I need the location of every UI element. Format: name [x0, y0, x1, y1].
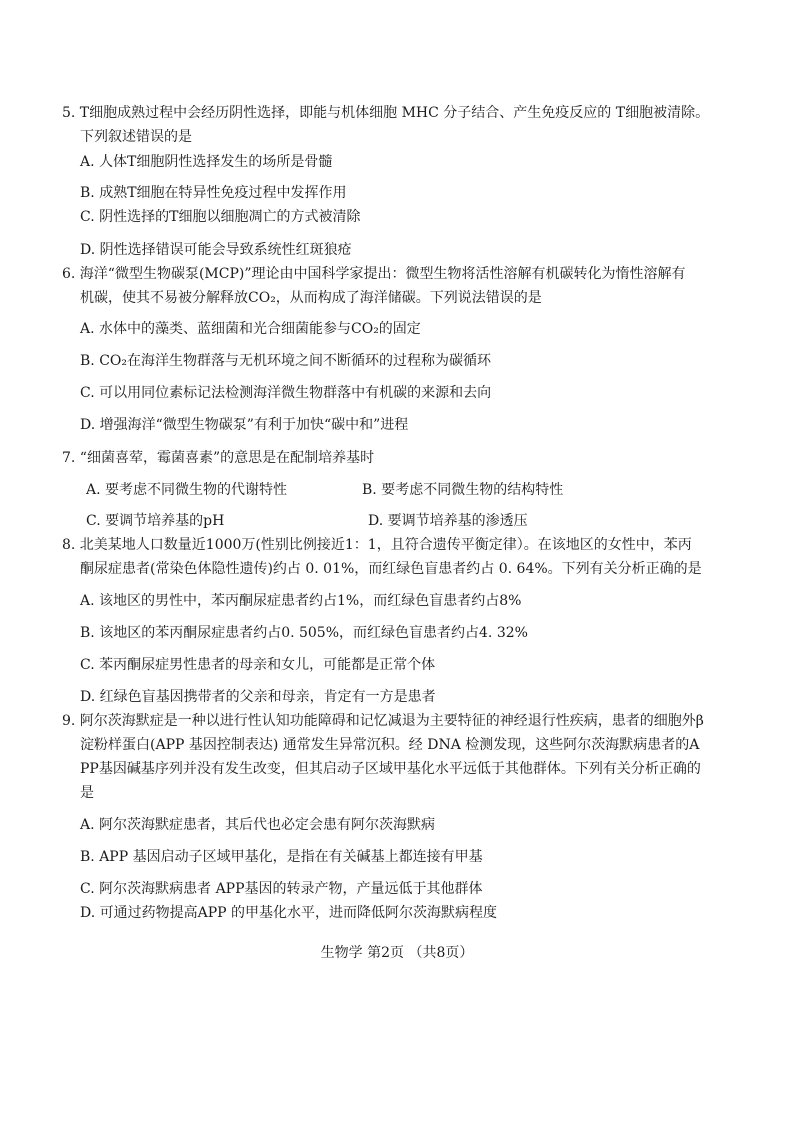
- q8-option-c: C. 苯丙酮尿症男性患者的母亲和女儿，可能都是正常个体: [80, 657, 436, 673]
- q9-option-a: A. 阿尔茨海默症患者，其后代也必定会患有阿尔茨海默病: [80, 817, 436, 833]
- q9-option-c: C. 阿尔茨海默病患者 APP基因的转录产物，产量远低于其他群体: [80, 881, 483, 897]
- q8-option-a: A. 该地区的男性中，苯丙酮尿症患者约占1%，而红绿色盲患者约占8%: [80, 593, 522, 609]
- q8-option-d: D. 红绿色盲基因携带者的父亲和母亲，肯定有一方是患者: [80, 689, 436, 705]
- q5-option-b: B. 成熟T细胞在特异性免疫过程中发挥作用: [80, 185, 347, 201]
- q7-option-c: C. 要调节培养基的pH: [86, 513, 225, 529]
- q6-option-d: D. 增强海洋“微型生物碳泵”有利于加快“碳中和”进程: [80, 417, 409, 433]
- q9-stem-line4: 是: [80, 785, 94, 801]
- q9-stem-line1: 9. 阿尔茨海默症是一种以进行性认知功能障碍和记忆减退为主要特征的神经退行性疾病，患者的细胞外β: [62, 713, 704, 729]
- q7-option-d: D. 要调节培养基的渗透压: [368, 513, 528, 529]
- q5-stem-line1: 5. T细胞成熟过程中会经历阴性选择，即能与机体细胞 MHC 分子结合、产生免疫反应的 T细胞被清除。: [62, 105, 710, 121]
- q9-stem-line2: 淀粉样蛋白(APP 基因控制表达) 通常发生异常沉积。经 DNA 检测发现，这些阿尔茨海默病患者的A: [80, 737, 700, 753]
- q6-stem-line2: 机碳，使其不易被分解释放CO₂，从而构成了海洋储碳。下列说法错误的是: [80, 290, 542, 306]
- q8-stem-line1: 8. 北美某地人口数量近1000万(性别比例接近1：1，且符合遗传平衡定律）。在该地区的女性中，苯丙: [62, 537, 692, 553]
- q5-option-c: C. 阴性选择的T细胞以细胞凋亡的方式被清除: [80, 209, 361, 225]
- q5-option-a: A. 人体T细胞阴性选择发生的场所是骨髓: [80, 154, 333, 170]
- q8-stem-line2: 酮尿症患者(常染色体隐性遗传)约占 0. 01%，而红绿色盲患者约占 0. 64%。下列有关分析正确的是: [80, 561, 702, 577]
- page-footer: 生物学 第2页 （共8页）: [320, 945, 474, 961]
- q7-stem: 7. “细菌喜荤，霉菌喜素”的意思是在配制培养基时: [62, 450, 375, 466]
- q9-stem-line3: PP基因碱基序列并没有发生改变，但其启动子区域甲基化水平远低于其他群体。下列有关分析正确的: [80, 761, 701, 777]
- q5-stem-line2: 下列叙述错误的是: [80, 129, 192, 145]
- q6-option-c: C. 可以用同位素标记法检测海洋微生物群落中有机碳的来源和去向: [80, 385, 492, 401]
- q7-option-a: A. 要考虑不同微生物的代谢特性: [86, 482, 288, 498]
- q5-option-d: D. 阴性选择错误可能会导致系统性红斑狼疮: [80, 242, 352, 258]
- q6-option-b: B. CO₂在海洋生物群落与无机环境之间不断循环的过程称为碳循环: [80, 353, 491, 369]
- q6-stem-line1: 6. 海洋“微型生物碳泵(MCP)”理论由中国科学家提出：微型生物将活性溶解有机碳转化为惰性溶解有: [62, 266, 686, 282]
- q9-option-b: B. APP 基因启动子区域甲基化，是指在有关碱基上都连接有甲基: [80, 849, 483, 865]
- q8-option-b: B. 该地区的苯丙酮尿症患者约占0. 505%，而红绿色盲患者约占4. 32%: [80, 625, 528, 641]
- q6-option-a: A. 水体中的藻类、蓝细菌和光合细菌能参与CO₂的固定: [80, 321, 421, 337]
- q9-option-d: D. 可通过药物提高APP 的甲基化水平，进而降低阿尔茨海默病程度: [80, 905, 498, 921]
- q7-option-b: B. 要考虑不同微生物的结构特性: [362, 482, 564, 498]
